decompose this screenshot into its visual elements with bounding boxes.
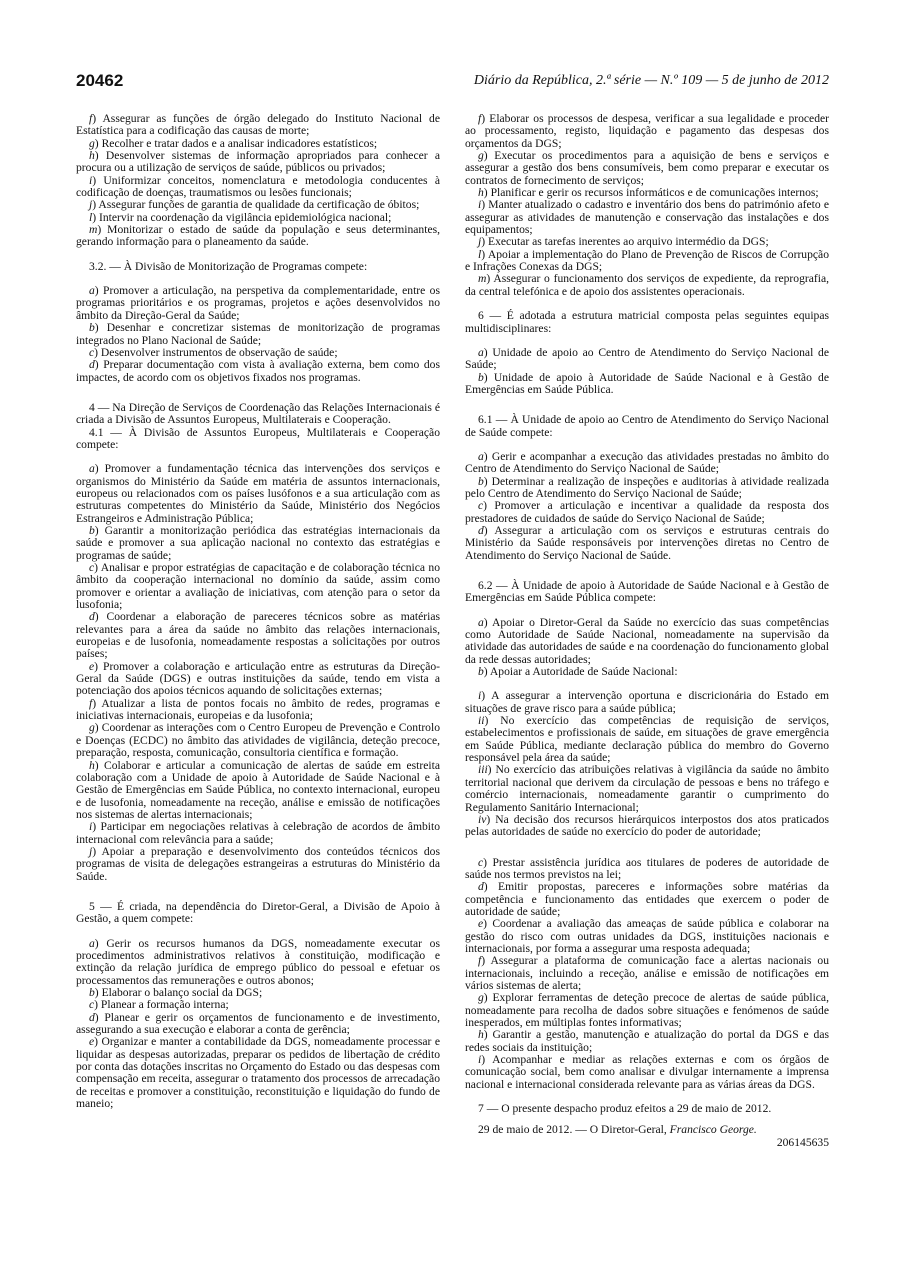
item-text: Manter atualizado o cadastro e inventário dos bens do património afeto e assegurar as atividades de manutenção e conservação das instalações e dos equipamentos; [465,198,830,237]
list-item: h) Garantir a gestão, manutenção e atualização do portal da DGS e das redes sociais da instituição; [465,1028,829,1054]
item-text: Apoiar a implementação do Plano de Prevenção de Riscos de Corrupção e Infrações Conexas da DGS; [465,247,829,274]
list-item: g) Explorar ferramentas de deteção precoce de alertas de saúde pública, nomeadamente para recolha de dados sobre situações e fenómenos de saúde inesperados, em múltiplas fontes informativas; [465,991,829,1029]
list-item: f) Elaborar os processos de despesa, verificar a sua legalidade e proceder ao processamento, registo, liquidação e pagamento das despesas dos orçamentos da DGS; [465,112,829,150]
item-label: a [478,615,484,629]
item-text: Monitorizar o estado de saúde da população e seus determinantes, gerando informação para o planeamento da saúde. [76,223,440,249]
item-text: Executar os procedimentos para a aquisição de bens e serviços e assegurar a gestão dos bens consumíveis, bem como preparar e executar os contratos de fornecimento de serviços; [465,149,829,187]
item-label: b [478,665,484,679]
list-item: g) Executar os procedimentos para a aquisição de bens e serviços e assegurar a gestão dos bens consumíveis, bem como preparar e executar os contratos de fornecimento de serviços; [465,149,829,187]
item-text: Assegurar as funções de órgão delegado do Instituto Nacional de Estatística para a codificação das causas de morte; [76,112,440,138]
paragraph [76,261,440,273]
list-item: iii) No exercício das atribuições relativas à vigilância da saúde no âmbito territorial nacional que derivem da circulação de pessoas e bens no tráfego e comércio internacionais, nomeadamente garantir o cumprimento do Regulamento Sanitário Internacional; [465,763,829,814]
list-item: i) Acompanhar e mediar as relações externas e com os órgãos de comunicação social, bem como analisar e divulgar internamente a imprensa nacional e internacional considerada relevante para as várias áreas da DGS. [465,1053,829,1091]
item-text: Coordenar a elaboração de pareceres técnicos sobre as matérias relevantes para a área da saúde no âmbito das relações internacionais, europeias e de lusofonia, nomeadamente respostas a solicitações por outros países; [76,610,441,661]
list-item: e) Organizar e manter a contabilidade da DGS, nomeadamente processar e liquidar as despesas autorizadas, preparar os pedidos de libertação de crédito por conta das dotações inscritas no Orçamento do Estado ou das despesas com compensação em receita, assegurar o tratamento dos processos de arrecadação de receitas e promover a constituição, reconstituição e liquidação do fundo de maneio; [76,1035,440,1111]
list-item: d) Planear e gerir os orçamentos de funcionamento e de investimento, assegurando a sua execução e elaborar a conta de gerência; [76,1010,440,1037]
item-label: d [89,358,95,372]
item-text: 7 — O presente despacho produz efeitos a 29 de maio de 2012. [478,1102,772,1116]
list-item: a) Gerir os recursos humanos da DGS, nomeadamente executar os procedimentos administrativos relativos à constituição, modificação e extinção da relação jurídica de emprego público do pessoal e efetuar os processamentos das remunerações e outros abonos; [76,936,440,987]
item-label: h [89,758,95,772]
item-label: g [478,991,484,1005]
item-label: c [89,561,95,574]
item-label: a [89,462,95,476]
item-text: Recolher e tratar dados e a analisar indicadores estatísticos; [101,136,378,150]
item-label: ii [478,714,485,728]
item-text: Explorar ferramentas de deteção precoce de alertas de saúde pública, nomeadamente para recolha de dados sobre situações e fenómenos de saúde inesperados, em múltiplas fontes informativas; [465,991,829,1029]
list-item: h) Planificar e gerir os recursos informáticos e de comunicações internos; [478,186,819,200]
list-item: j) Apoiar a preparação e desenvolvimento dos conteúdos técnicos dos programas de visita de delegações estrangeiras a estruturas do Ministério da Saúde. [76,844,440,883]
item-label: b [478,474,484,488]
paragraph [76,427,440,452]
right-column [465,113,829,1149]
item-text: Na decisão dos recursos hierárquicos interpostos dos atos praticados pelas autoridades de saúde no exercício do poder de autoridade; [465,812,829,839]
item-text: Assegurar funções de garantia de qualidade da certificação de óbitos; [98,198,420,212]
item-text: Emitir propostas, pareceres e informações sobre matérias da competência e funcionamento das entidades que exercem o poder de autoridade de saúde; [465,880,829,918]
item-label: l [478,247,482,261]
signature-date: 29 de maio de 2012. — O Diretor-Geral, [478,1123,667,1137]
item-label: d [478,880,484,894]
item-label: iii [478,763,488,777]
list-item: l) Intervir na coordenação da vigilância epidemiológica nacional; [89,210,392,224]
list-item: g) Recolher e tratar dados e a analisar indicadores estatísticos; [89,136,378,150]
paragraph [76,402,440,427]
paragraph [465,580,829,605]
list-item: a) Promover a articulação, na perspetiva da complementaridade, entre os programas prioritários e os programas, projetos e ações desenvolvidos no âmbito da Direção-Geral da Saúde; [76,284,440,322]
item-label: e [89,1035,95,1049]
item-text: Acompanhar e mediar as relações externas e com os órgãos de comunicação social, bem como analisar e divulgar internamente a imprensa nacional e internacional considerada relevante para as várias áreas da DGS. [465,1053,829,1091]
list-item: c) Planear a formação interna; [89,998,229,1012]
item-text: Apoiar a preparação e desenvolvimento dos conteúdos técnicos dos programas de visita de delegações estrangeiras a estruturas do Ministério da Saúde. [76,844,440,883]
list-item: i) Participar em negociações relativas à celebração de acordos de âmbito internacional com relevância para a saúde; [76,820,441,846]
item-text: Coordenar as interações com o Centro Europeu de Prevenção e Controlo e Doenças (ECDC) no âmbito das atividades de vigilância, deteção precoce, preparação, resposta, comunicação, consultoria científica e formação. [76,721,440,760]
item-text: 5 — É criada, na dependência do Diretor-Geral, a Divisão de Apoio à Gestão, a quem compete: [76,899,440,926]
item-text: 6.1 — À Unidade de apoio ao Centro de Atendimento do Serviço Nacional de Saúde compete: [465,413,829,439]
paragraph [465,414,829,439]
item-text: Analisar e propor estratégias de capacitação e de colaboração técnica no âmbito da cooperação internacional no domínio da saúde, assim como promover e orientar a avaliação de iniciativas, com atenção para o setor da lusofonia; [76,561,440,612]
paragraph [465,310,829,335]
item-text: Coordenar a avaliação das ameaças de saúde pública e colaborar na gestão do risco com outras unidades da DGS, instituições nacionais e internacionais, por forma a assegurar uma resposta adequada; [465,917,830,955]
item-text: Desenvolver sistemas de informação apropriados para conhecer a procura ou a utilização de serviços de saúde, públicos ou privados; [76,149,440,175]
item-label: f [89,696,93,710]
item-text: Garantir a monitorização periódica das estratégias internacionais da saúde e promover a sua aplicação nacional no contexto das estratégias e programas de saúde; [76,523,441,562]
item-label: j [478,235,482,249]
item-label: i [478,689,482,703]
item-label: h [89,149,95,163]
list-item: b) Elaborar o balanço social da DGS; [89,986,263,999]
list-item: a) Apoiar o Diretor-Geral da Saúde no exercício das suas competências como Autoridade de Saúde Nacional, nomeadamente na supervisão da atividade das autoridades de saúde e na coordenação do funcionamento global da rede dessas autoridades; [465,615,830,666]
item-label: j [89,844,93,858]
item-text: Participar em negociações relativas à celebração de acordos de âmbito internacional com relevância para a saúde; [76,820,441,846]
list-item: a) Unidade de apoio ao Centro de Atendimento do Serviço Nacional de Saúde; [465,345,829,372]
item-label: i [89,173,93,187]
item-text: Unidade de apoio ao Centro de Atendimento do Serviço Nacional de Saúde; [465,345,829,372]
list-item: ii) No exercício das competências de requisição de serviços, estabelecimentos e profissionais de saúde, em situações de grave emergência em Saúde Pública, mediante declaração pública do membro do Governo responsável pela área da saúde; [465,714,829,765]
item-text: 3.2. — À Divisão de Monitorização de Programas compete: [89,259,368,273]
item-text: Promover a articulação e incentivar a qualidade da resposta dos prestadores de cuidados de saúde do Serviço Nacional de Saúde; [465,499,829,525]
item-text: Gerir e acompanhar a execução das atividades prestadas no âmbito do Centro de Atendimento do Serviço Nacional de Saúde; [465,449,829,476]
list-item: iv) Na decisão dos recursos hierárquicos interpostos dos atos praticados pelas autoridades de saúde no exercício do poder de autoridade; [465,812,829,839]
item-text: Elaborar o balanço social da DGS; [101,986,263,999]
list-item: c) Desenvolver instrumentos de observação de saúde; [89,345,338,359]
item-text: Assegurar a plataforma de comunicação face a alertas nacionais ou internacionais, incluindo a receção, análise e emissão de notificações em vários sistemas de alerta; [465,954,830,992]
item-text: 6 — É adotada a estrutura matricial composta pelas seguintes equipas multidisciplinares: [465,309,829,335]
item-text: Planificar e gerir os recursos informáticos e de comunicações internos; [490,186,819,200]
item-text: Promover a articulação, na perspetiva da complementaridade, entre os programas prioritários e os programas, projetos e ações desenvolvidos no âmbito da Direção-Geral da Saúde; [76,284,440,322]
item-text: Apoiar o Diretor-Geral da Saúde no exercício das suas competências como Autoridade de Saúde Nacional, nomeadamente na supervisão da atividade das autoridades de saúde e na coordenação do funcionamento global da rede dessas autoridades; [465,615,830,666]
list-item: c) Analisar e propor estratégias de capacitação e de colaboração técnica no âmbito da cooperação internacional no domínio da saúde, assim como promover e orientar a avaliação de iniciativas, com atenção para o setor da lusofonia; [76,561,440,612]
item-text: Unidade de apoio à Autoridade de Saúde Nacional e à Gestão de Emergências em Saúde Pública. [465,370,829,396]
list-item: a) Gerir e acompanhar a execução das atividades prestadas no âmbito do Centro de Atendimento do Serviço Nacional de Saúde; [465,449,829,476]
item-label: h [478,186,484,200]
item-label: a [478,449,484,463]
item-text: Planear e gerir os orçamentos de funcionamento e de investimento, assegurando a sua execução e elaborar a conta de gerência; [76,1010,440,1037]
item-text: Executar as tarefas inerentes ao arquivo intermédio da DGS; [488,235,769,249]
left-column [76,113,440,1110]
paragraph [76,901,440,926]
item-text: Garantir a gestão, manutenção e atualização do portal da DGS e das redes sociais da instituição; [465,1028,829,1054]
list-item: f) Assegurar a plataforma de comunicação face a alertas nacionais ou internacionais, incluindo a receção, análise e emissão de notificações em vários sistemas de alerta; [465,954,830,992]
list-item: b) Apoiar a Autoridade de Saúde Nacional: [478,665,678,679]
item-text: Organizar e manter a contabilidade da DGS, nomeadamente processar e liquidar as despesas autorizadas, preparar os pedidos de libertação de crédito por conta das dotações inscritas no Orçamento do Estado ou das despesas com compensação em receita, assegurar o tratamento dos processos de arrecadação de receitas e promover a constituição, reconstituição e liquidação do fundo de maneio; [76,1035,440,1111]
list-item: m) Assegurar o funcionamento dos serviços de expediente, da reprografia, da central telefónica e de apoio dos assistentes operacionais. [465,272,829,298]
item-text: No exercício das atribuições relativas à vigilância da saúde no âmbito territorial nacional que derivem da circulação de pessoas e bens no tráfego e comércio internacionais, nomeadamente garantir o cumprimento do Regulamento Sanitário Internacional; [465,763,829,814]
item-label: d [89,610,95,624]
right-column-paragraphs [465,113,829,1115]
item-label: g [89,136,95,150]
list-item: c) Prestar assistência jurídica aos titulares de poderes de autoridade de saúde nos termos previstos na lei; [465,855,829,881]
list-item: i) A assegurar a intervenção oportuna e discricionária do Estado em situações de grave risco para a saúde pública; [465,689,830,715]
item-label: b [89,321,95,335]
item-label: c [478,855,484,869]
item-text: Prestar assistência jurídica aos titulares de poderes de autoridade de saúde nos termos previstos na lei; [465,855,829,881]
item-label: f [478,954,482,968]
item-text: 6.2 — À Unidade de apoio à Autoridade de Saúde Nacional e à Gestão de Emergências em Saúde Pública compete: [465,579,829,605]
list-item: m) Monitorizar o estado de saúde da população e seus determinantes, gerando informação para o planeamento da saúde. [76,223,440,249]
paragraph [465,1103,829,1115]
list-item: d) Emitir propostas, pareceres e informações sobre matérias da competência e funcionamento das entidades que exercem o poder de autoridade de saúde; [465,880,829,918]
item-text: A assegurar a intervenção oportuna e discricionária do Estado em situações de grave risco para a saúde pública; [465,689,830,715]
item-label: f [89,112,93,125]
item-label: e [478,917,484,931]
item-label: m [89,223,98,237]
list-item: b) Garantir a monitorização periódica das estratégias internacionais da saúde e promover a sua aplicação nacional no contexto das estratégias e programas de saúde; [76,523,441,562]
item-label: e [89,659,95,673]
list-item: b) Unidade de apoio à Autoridade de Saúde Nacional e à Gestão de Emergências em Saúde Pública. [465,370,829,396]
item-text: Intervir na coordenação da vigilância epidemiológica nacional; [99,210,392,224]
item-label: iv [478,812,487,826]
item-label: b [89,986,95,999]
item-text: Promover a colaboração e articulação entre as estruturas da Direção-Geral da Saúde (DGS) e outras instituições da saúde, tendo em vista a potenciação dos apoios técnicos aquando de solicitações externas; [76,659,441,698]
item-label: g [89,721,95,735]
list-item: j) Executar as tarefas inerentes ao arquivo intermédio da DGS; [478,235,769,249]
list-item: e) Coordenar a avaliação das ameaças de saúde pública e colaborar na gestão do risco com outras unidades da DGS, instituições nacionais e internacionais, por forma a assegurar uma resposta adequada; [465,917,830,955]
signatory-name: Francisco George. [669,1123,757,1137]
item-text: Apoiar a Autoridade de Saúde Nacional: [489,665,678,679]
item-label: l [89,210,93,224]
item-label: a [478,345,484,359]
list-item: l) Apoiar a implementação do Plano de Prevenção de Riscos de Corrupção e Infrações Conexas da DGS; [465,247,829,274]
page-number: 20462 [76,71,124,90]
item-label: b [89,523,95,537]
list-item: d) Preparar documentação com vista à avaliação externa, bem como dos impactes, de acordo com os objetivos fixados nos programas. [76,358,440,384]
list-item: h) Desenvolver sistemas de informação apropriados para conhecer a procura ou a utilização de serviços de saúde, públicos ou privados; [76,149,440,175]
item-text: Colaborar e articular a comunicação de alertas de saúde em estreita colaboração com a Unidade de apoio à Autoridade de Saúde Nacional e à Gestão de Emergências em Saúde Pública, no contexto internacional, europeu e de lusofonia, nomeadamente na receção, análise e emissão de notificações nos sistemas de alertas internacionais; [76,758,440,821]
item-text: 4 — Na Direção de Serviços de Coordenação das Relações Internacionais é criada a Divisão de Assuntos Europeus, Multilaterais e Cooperação. [76,400,440,427]
item-label: b [478,370,484,384]
signature-line [465,1124,829,1136]
list-item: i) Uniformizar conceitos, nomenclatura e metodologia conducentes à codificação de doenças, traumatismos ou lesões funcionais; [76,173,440,200]
item-text: Determinar a realização de inspeções e auditorias à atividade realizada pelo Centro de Atendimento do Serviço Nacional de Saúde; [465,474,829,500]
list-item: b) Determinar a realização de inspeções e auditorias à atividade realizada pelo Centro de Atendimento do Serviço Nacional de Saúde; [465,474,829,500]
list-item: d) Assegurar a articulação com os serviços e estruturas centrais do Ministério da Saúde responsáveis por intervenções diretas no Centro de Atendimento do Serviço Nacional de Saúde. [465,523,829,562]
list-item: c) Promover a articulação e incentivar a qualidade da resposta dos prestadores de cuidados de saúde do Serviço Nacional de Saúde; [465,499,829,525]
item-text: 4.1 — À Divisão de Assuntos Europeus, Multilaterais e Cooperação compete: [76,425,440,451]
item-label: i [478,198,482,212]
item-label: d [89,1010,95,1024]
document-reference: 206145635 [776,1135,829,1149]
item-label: i [478,1053,482,1067]
item-label: d [478,523,484,537]
item-label: j [89,198,93,212]
item-text: Atualizar a lista de pontos focais no âmbito de redes, programas e iniciativas internacionais, europeias e da lusofonia; [76,696,440,723]
list-item: b) Desenhar e concretizar sistemas de monitorização de programas integrados no Plano Nacional de Saúde; [76,321,441,347]
item-label: f [478,112,482,125]
item-text: Promover a fundamentação técnica das intervenções dos serviços e organismos do Ministério da Saúde em matéria de assuntos internacionais, europeus ou relacionados com os países lusófonos e a sua articulação com as estruturas competentes do Ministério da Saúde, Ministério dos Negócios Estrangeiros e Administração Pública; [76,462,440,525]
item-text: Assegurar o funcionamento dos serviços de expediente, da reprografia, da central telefónica e de apoio dos assistentes operacionais. [465,272,829,298]
item-label: c [89,345,95,359]
list-item: d) Coordenar a elaboração de pareceres técnicos sobre as matérias relevantes para a área da saúde no âmbito das relações internacionais, europeias e de lusofonia, nomeadamente respostas a solicitações por outros países; [76,610,441,661]
item-label: g [478,149,484,163]
item-text: Preparar documentação com vista à avaliação externa, bem como dos impactes, de acordo com os objetivos fixados nos programas. [76,358,440,384]
item-label: i [89,820,93,834]
list-item: e) Promover a colaboração e articulação entre as estruturas da Direção-Geral da Saúde (DGS) e outras instituições da saúde, tendo em vista a potenciação dos apoios técnicos aquando de solicitações externas; [76,659,441,698]
item-text: Gerir os recursos humanos da DGS, nomeadamente executar os procedimentos administrativos relativos à constituição, modificação e extinção da relação jurídica de emprego público do pessoal e efetuar os processamentos das remunerações e outros abonos; [76,936,440,987]
list-item: f) Assegurar as funções de órgão delegado do Instituto Nacional de Estatística para a codificação das causas de morte; [76,112,440,138]
item-label: c [478,499,484,513]
item-text: Uniformizar conceitos, nomenclatura e metodologia conducentes à codificação de doenças, traumatismos ou lesões funcionais; [76,173,440,200]
item-label: h [478,1028,484,1042]
item-text: Desenvolver instrumentos de observação de saúde; [100,345,338,359]
list-item: h) Colaborar e articular a comunicação de alertas de saúde em estreita colaboração com a Unidade de apoio à Autoridade de Saúde Nacional e à Gestão de Emergências em Saúde Pública, no contexto internacional, europeu e de lusofonia, nomeadamente na receção, análise e emissão de notificações nos sistemas de alertas internacionais; [76,758,440,821]
list-item: g) Coordenar as interações com o Centro Europeu de Prevenção e Controlo e Doenças (ECDC) no âmbito das atividades de vigilância, deteção precoce, preparação, resposta, comunicação, consultoria científica e formação. [76,721,440,760]
list-item: f) Atualizar a lista de pontos focais no âmbito de redes, programas e iniciativas internacionais, europeias e da lusofonia; [76,696,440,723]
item-label: a [89,936,95,950]
item-text: Assegurar a articulação com os serviços e estruturas centrais do Ministério da Saúde responsáveis por intervenções diretas no Centro de Atendimento do Serviço Nacional de Saúde. [465,523,829,562]
item-label: c [89,998,95,1012]
item-text: Desenhar e concretizar sistemas de monitorização de programas integrados no Plano Nacional de Saúde; [76,321,441,347]
journal-title: Diário da República, 2.ª série — N.º 109 — 5 de junho de 2012 [473,73,829,88]
item-label: a [89,284,95,298]
list-item: j) Assegurar funções de garantia de qualidade da certificação de óbitos; [89,198,420,212]
page-header [76,71,829,95]
item-text: Planear a formação interna; [100,998,229,1012]
item-label: m [478,272,487,286]
item-text: Elaborar os processos de despesa, verificar a sua legalidade e proceder ao processamento, registo, liquidação e pagamento das despesas dos orçamentos da DGS; [465,112,829,150]
list-item: i) Manter atualizado o cadastro e inventário dos bens do património afeto e assegurar as atividades de manutenção e conservação das instalações e dos equipamentos; [465,198,830,237]
list-item: a) Promover a fundamentação técnica das intervenções dos serviços e organismos do Ministério da Saúde em matéria de assuntos internacionais, europeus ou relacionados com os países lusófonos e a sua articulação com as estruturas competentes do Ministério da Saúde, Ministério dos Negócios Estrangeiros e Administração Pública; [76,462,440,525]
item-text: No exercício das competências de requisição de serviços, estabelecimentos e profissionais de saúde, em situações de grave emergência em Saúde Pública, mediante declaração pública do membro do Governo responsável pela área da saúde; [465,714,829,765]
